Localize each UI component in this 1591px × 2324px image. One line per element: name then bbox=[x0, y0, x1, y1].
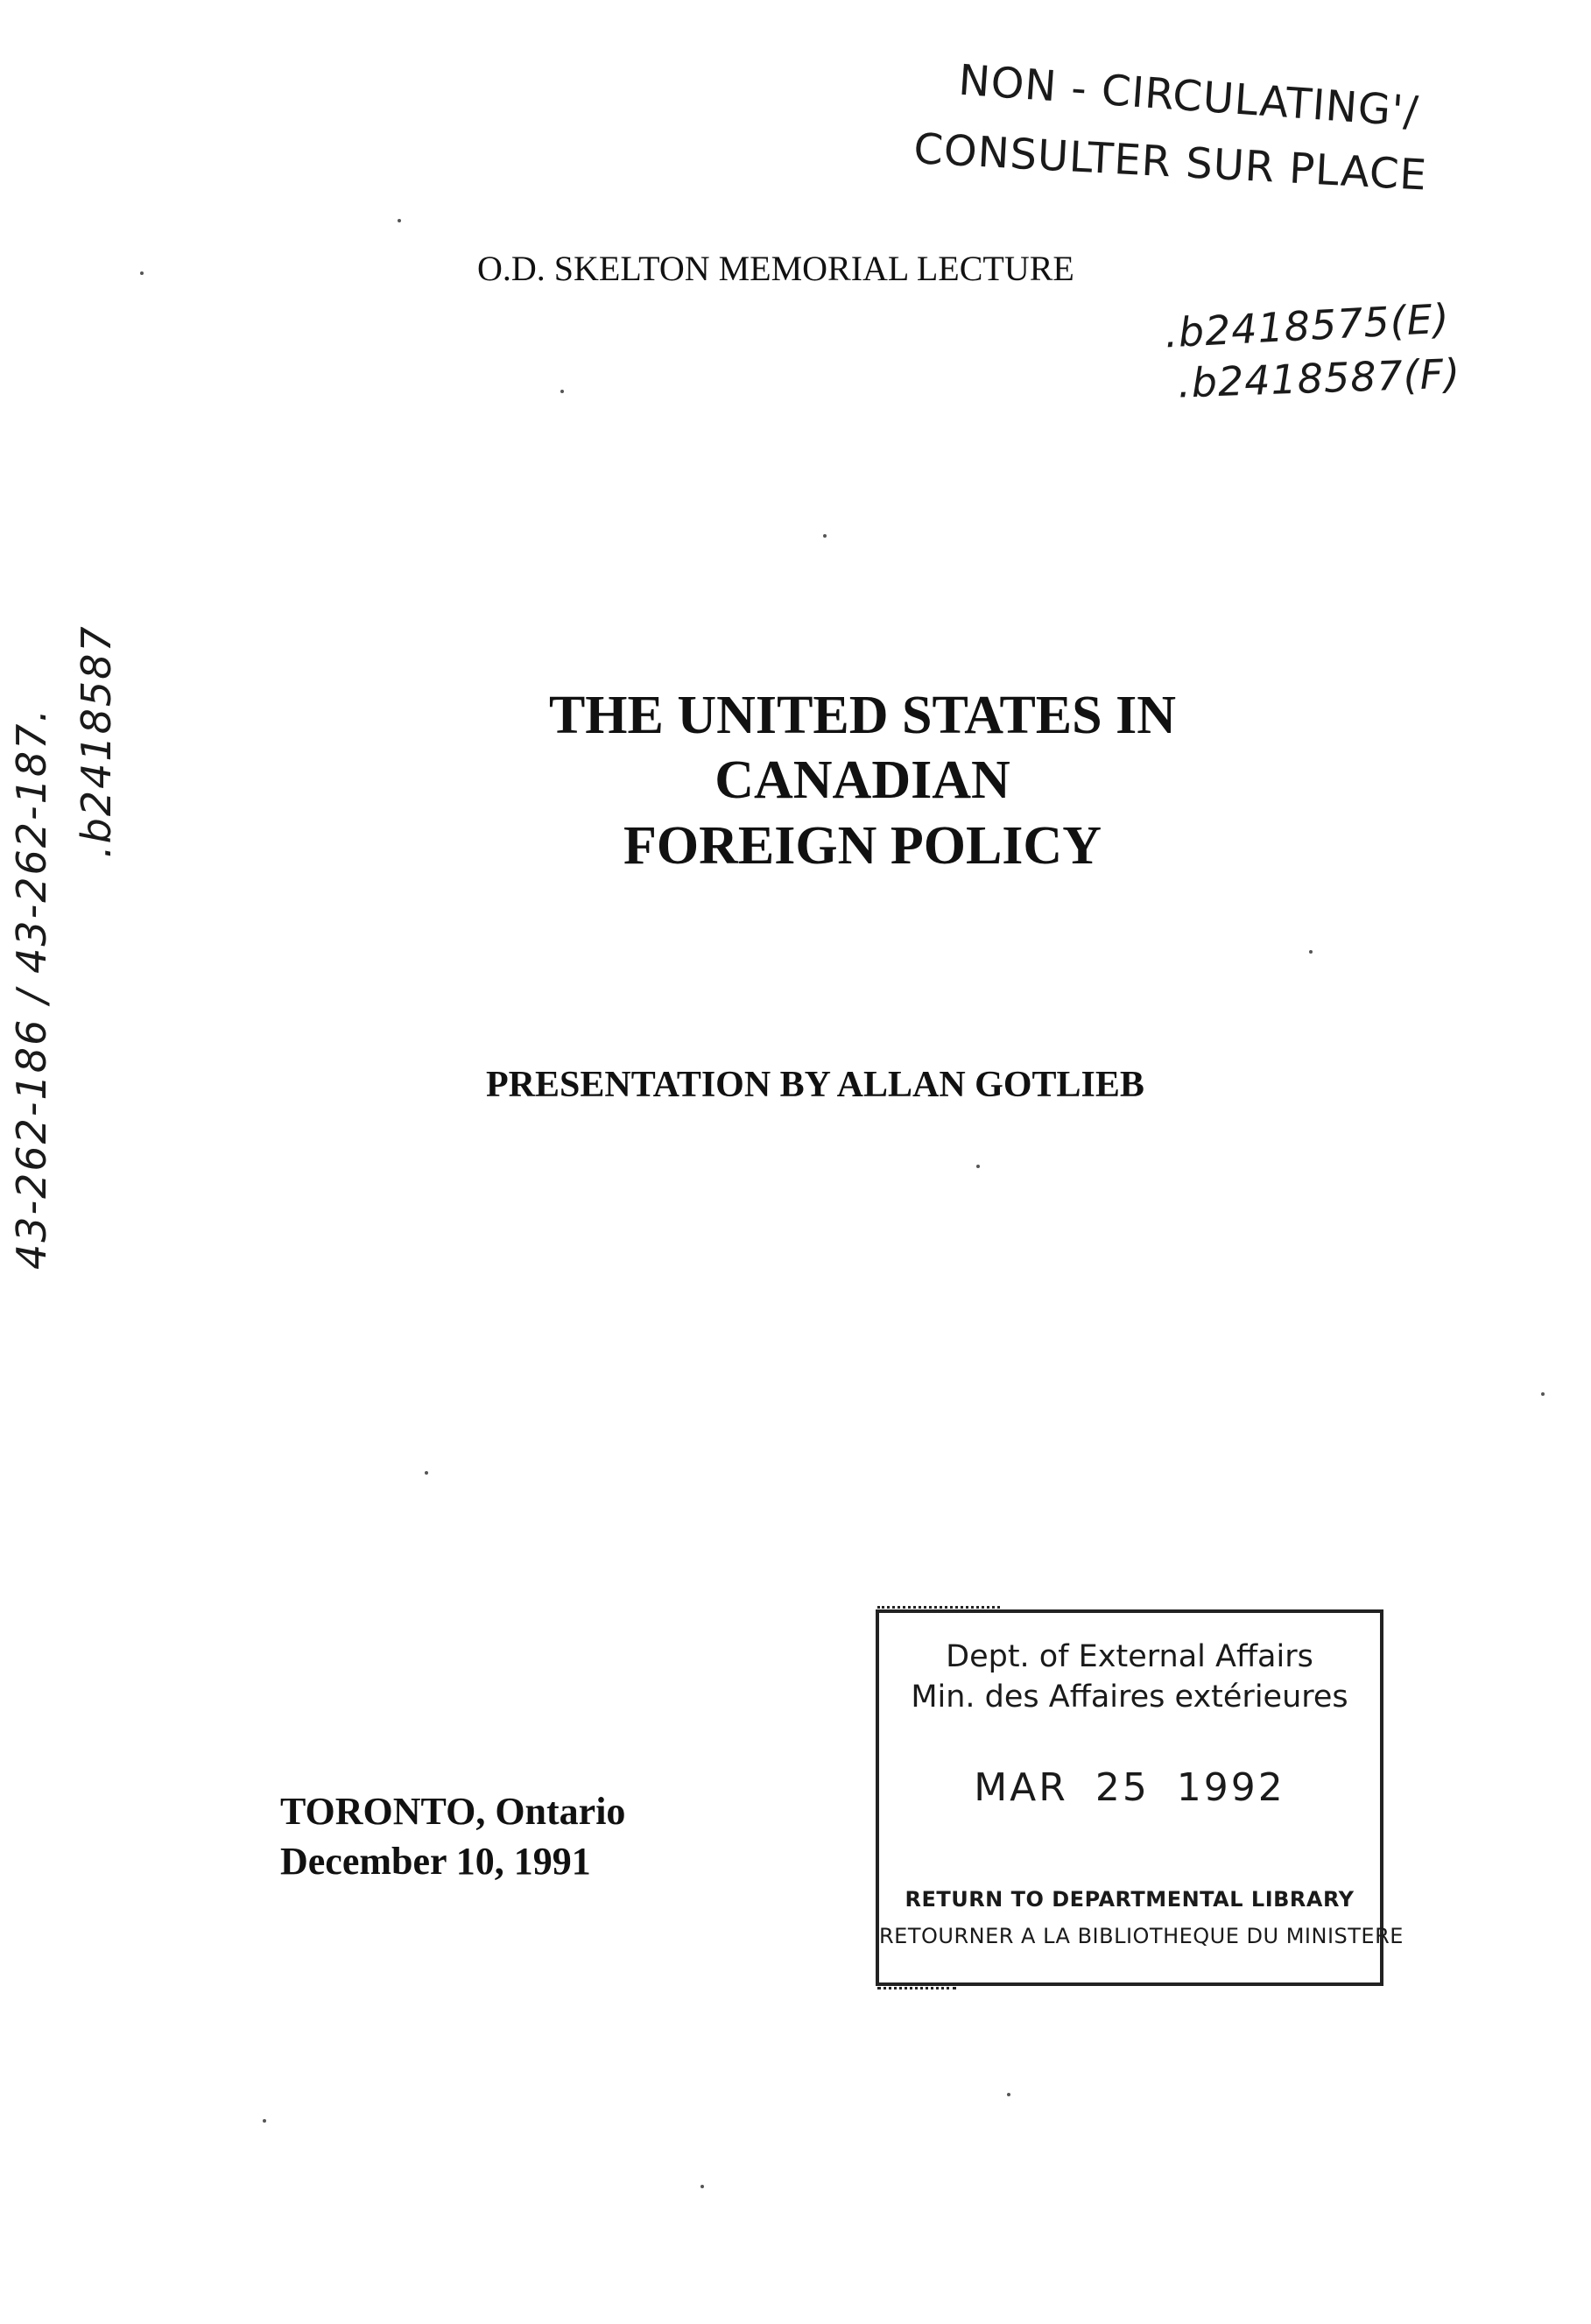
handwritten-catalog-french: .b2418587(F) bbox=[1177, 349, 1461, 407]
scan-speck bbox=[823, 534, 827, 538]
margin-note-line-1: 43-262-186 / 43-262-187. bbox=[8, 707, 55, 1270]
scan-speck bbox=[1541, 1392, 1545, 1396]
margin-note-line-2: .b2418587 bbox=[72, 624, 120, 858]
scan-speck bbox=[425, 1471, 428, 1475]
scan-speck bbox=[1007, 2093, 1010, 2096]
non-circulating-stamp bbox=[912, 53, 1429, 201]
place-and-date bbox=[280, 1786, 625, 1886]
stamp-dotted-edge-bottom bbox=[877, 1987, 956, 1993]
lecture-series-heading: O.D. SKELTON MEMORIAL LECTURE bbox=[477, 249, 1074, 288]
title-line-1: THE UNITED STATES IN bbox=[548, 686, 1177, 745]
stamp-dept-english: Dept. of External Affairs bbox=[946, 1639, 1313, 1674]
handwritten-catalog-english: .b2418575(E) bbox=[1163, 294, 1451, 357]
date: December 10, 1991 bbox=[280, 1840, 591, 1884]
scan-speck bbox=[976, 1165, 980, 1168]
scan-speck bbox=[398, 219, 401, 222]
scan-speck bbox=[700, 2185, 704, 2188]
stamp-dotted-edge bbox=[877, 1606, 1000, 1612]
title-line-3: FOREIGN POLICY bbox=[623, 815, 1102, 876]
presenter-line: PRESENTATION BY ALLAN GOTLIEB bbox=[486, 1065, 1144, 1105]
non-circulating-line: NON - CIRCULATING'/ bbox=[956, 55, 1421, 137]
document-title bbox=[403, 683, 1322, 878]
scan-speck bbox=[140, 271, 144, 275]
consulter-sur-place-line: CONSULTER SUR PLACE bbox=[912, 123, 1429, 201]
place: TORONTO, Ontario bbox=[280, 1790, 626, 1833]
library-received-stamp bbox=[876, 1609, 1404, 1986]
stamp-received-date: MAR 25 1992 bbox=[974, 1765, 1285, 1810]
scan-speck bbox=[1309, 950, 1313, 954]
scan-speck bbox=[560, 390, 564, 393]
title-line-2: CANADIAN bbox=[715, 750, 1010, 811]
scan-speck bbox=[263, 2119, 266, 2123]
stamp-dept-french: Min. des Affaires extérieures bbox=[911, 1680, 1348, 1715]
stamp-return-french: RETOURNER A LA BIBLIOTHEQUE DU MINISTERE bbox=[879, 1924, 1404, 1948]
stamp-return-english: RETURN TO DEPARTMENTAL LIBRARY bbox=[905, 1887, 1355, 1912]
